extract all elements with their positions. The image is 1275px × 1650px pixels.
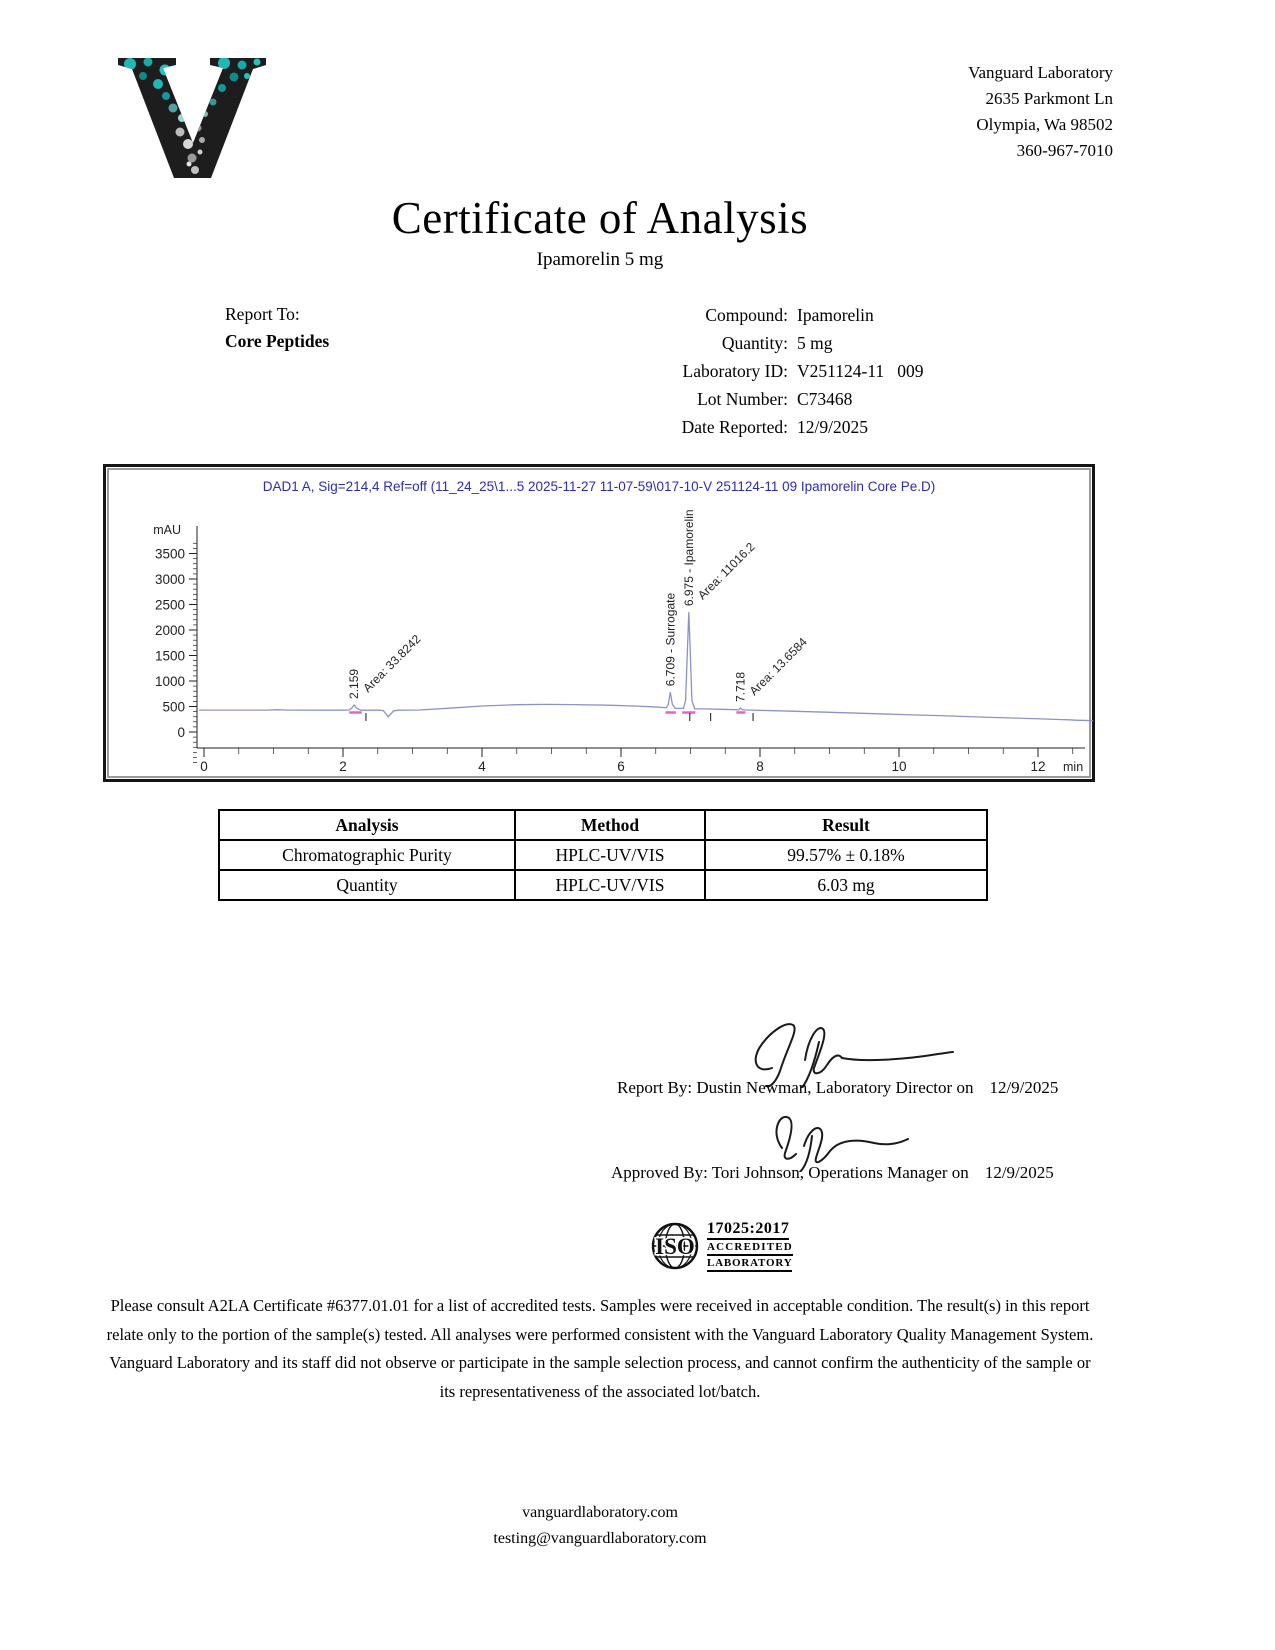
cell-analysis: Chromatographic Purity xyxy=(219,840,515,870)
svg-text:Area: 33.8242: Area: 33.8242 xyxy=(360,631,424,696)
chromatogram-header: DAD1 A, Sig=214,4 Ref=off (11_24_25\1...5 2025-11-27 11-07-59\017-10-V 251124-11 09 Ipamorelin Core Pe.D) xyxy=(262,479,936,494)
svg-text:1000: 1000 xyxy=(154,674,185,689)
chromatogram-frame xyxy=(103,464,1095,782)
detail-label: Lot Number: xyxy=(697,389,788,409)
svg-text:6.975 - Ipamorelin: 6.975 - Ipamorelin xyxy=(681,509,696,607)
report-by-line xyxy=(617,1078,1058,1098)
footer-email: testing@vanguardlaboratory.com xyxy=(493,1530,707,1547)
svg-text:4: 4 xyxy=(478,759,486,774)
approved-by-line xyxy=(611,1163,1054,1183)
svg-text:1500: 1500 xyxy=(154,648,185,664)
svg-text:3500: 3500 xyxy=(154,546,185,562)
detail-value: C73468 xyxy=(797,389,853,409)
svg-text:12: 12 xyxy=(1030,759,1046,774)
col-result: Result xyxy=(705,810,987,840)
svg-text:mAU: mAU xyxy=(153,523,181,537)
report-to-label: Report To: xyxy=(225,304,300,324)
svg-text:0: 0 xyxy=(177,725,185,740)
svg-text:3000: 3000 xyxy=(154,572,185,587)
iso-standard: 17025:2017 xyxy=(707,1220,789,1240)
iso-badge-text xyxy=(707,1220,793,1272)
svg-text:2500: 2500 xyxy=(154,597,185,613)
iso-accredited: ACCREDITED xyxy=(707,1241,793,1256)
footer-website: vanguardlaboratory.com xyxy=(522,1504,678,1521)
report-by-date: 12/9/2025 xyxy=(989,1078,1059,1097)
detail-value: 5 mg xyxy=(797,333,833,353)
svg-text:6: 6 xyxy=(617,759,625,774)
detail-value: 12/9/2025 xyxy=(797,417,868,437)
page-subtitle: Ipamorelin 5 mg xyxy=(536,249,664,270)
detail-label: Date Reported: xyxy=(681,417,788,437)
svg-text:0: 0 xyxy=(200,759,208,774)
table-row xyxy=(219,870,987,900)
svg-text:500: 500 xyxy=(162,699,185,715)
iso-globe-icon xyxy=(650,1221,700,1271)
chromatogram-inner-frame xyxy=(107,468,1091,778)
iso-accreditation-badge xyxy=(650,1220,793,1272)
cell-analysis: Quantity xyxy=(219,870,515,900)
results-table xyxy=(218,809,988,901)
report-to-name: Core Peptides xyxy=(225,331,330,351)
sample-details xyxy=(480,301,1097,441)
detail-label: Laboratory ID: xyxy=(682,361,788,381)
approved-by-text: Approved By: Tori Johnson, Operations Manager on xyxy=(611,1163,969,1182)
address-line: Olympia, Wa 98502 xyxy=(976,115,1113,134)
lab-address-block xyxy=(813,60,1113,164)
report-by-signature xyxy=(742,1008,967,1088)
cell-result: 6.03 mg xyxy=(705,870,987,900)
detail-label: Quantity: xyxy=(721,333,788,353)
col-analysis: Analysis xyxy=(219,810,515,840)
svg-text:7.718: 7.718 xyxy=(733,671,748,703)
cell-method: HPLC-UV/VIS xyxy=(515,840,705,870)
report-to-block xyxy=(225,301,329,355)
address-line: 360-967-7010 xyxy=(1016,141,1113,160)
approved-by-date: 12/9/2025 xyxy=(984,1163,1054,1182)
address-line: 2635 Parkmont Ln xyxy=(985,89,1113,108)
col-method: Method xyxy=(515,810,705,840)
detail-value: V251124-11 009 xyxy=(797,361,924,381)
table-row xyxy=(219,840,987,870)
svg-text:2.159: 2.159 xyxy=(347,668,362,699)
cell-result: 99.57% ± 0.18% xyxy=(705,840,987,870)
svg-text:8: 8 xyxy=(756,759,764,774)
svg-text:6.709 - Surrogate: 6.709 - Surrogate xyxy=(663,592,678,687)
svg-text:2: 2 xyxy=(339,759,347,774)
svg-text:Area: 11016.2: Area: 11016.2 xyxy=(694,539,758,603)
cell-method: HPLC-UV/VIS xyxy=(515,870,705,900)
svg-text:min: min xyxy=(1063,760,1084,774)
svg-text:Area: 13.6584: Area: 13.6584 xyxy=(746,634,810,699)
detail-label: Compound: xyxy=(705,305,788,325)
iso-globe-text: ISO xyxy=(655,1233,695,1259)
iso-laboratory: LABORATORY xyxy=(707,1257,792,1272)
detail-value: Ipamorelin xyxy=(797,305,874,325)
address-line: Vanguard Laboratory xyxy=(968,63,1113,82)
report-by-text: Report By: Dustin Newman, Laboratory Director on xyxy=(617,1078,974,1097)
svg-text:2000: 2000 xyxy=(154,623,185,638)
svg-text:10: 10 xyxy=(891,759,907,774)
disclaimer-text: Please consult A2LA Certificate #6377.01.01 for a list of accredited tests. Samples were received in acceptable condition. The result(s) in this report relate only to the portion of the sample(s) tested. All analyses were performed consistent with the Vanguard Laboratory Quality Management System. Vanguard Laboratory and its staff did not observe or participate in the sample selection process, and cannot confirm the authenticity of the sample or its representativeness of the associated lot/batch. xyxy=(106,1296,1094,1401)
vanguard-logo xyxy=(110,50,280,198)
chromatogram-plot xyxy=(109,470,1093,778)
page-title: Certificate of Analysis xyxy=(391,193,809,243)
table-header-row xyxy=(219,810,987,840)
